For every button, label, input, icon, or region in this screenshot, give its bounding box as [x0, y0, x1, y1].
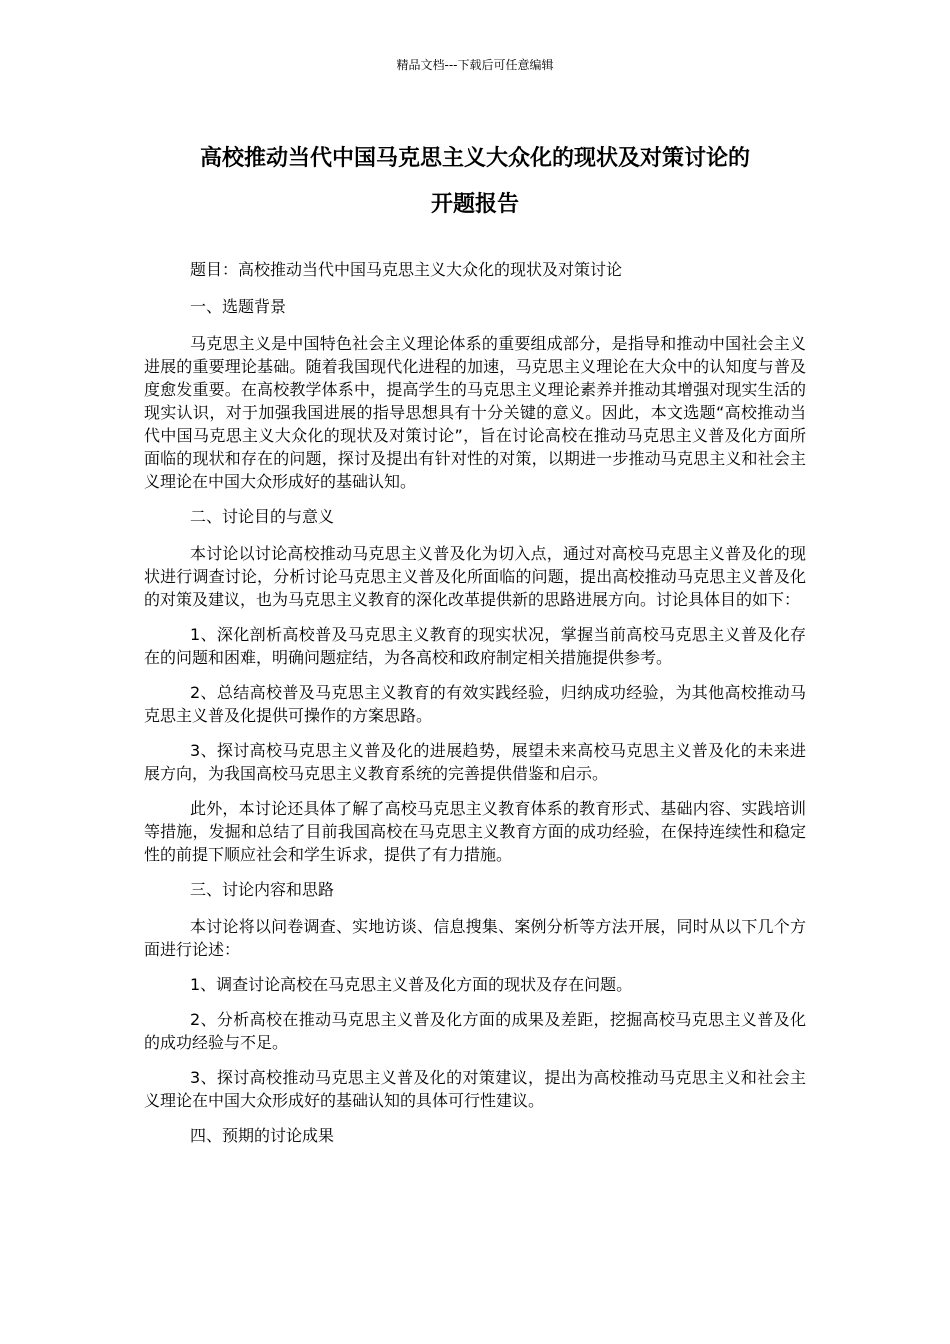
content-item-3: 3、探讨高校推动马克思主义普及化的对策建议，提出为高校推动马克思主义和社会主义理论在中国大众形成好的基础认知的具体可行性建议。 — [144, 1068, 806, 1110]
section-heading-background: 一、选题背景 — [190, 297, 287, 316]
paragraph-purpose-extra: 此外，本讨论还具体了解了高校马克思主义教育体系的教育形式、基础内容、实践培训等措施，发掘和总结了目前我国高校在马克思主义教育方面的成功经验，在保持连续性和稳定性的前提下顺应社会和学生诉求，提供了有力措施。 — [144, 799, 806, 864]
paragraph-content: 本讨论将以问卷调查、实地访谈、信息搜集、案例分析等方法开展，同时从以下几个方面进行论述： — [144, 917, 806, 959]
header-note: 精品文档---下载后可任意编辑 — [396, 58, 554, 72]
section-heading-content: 三、讨论内容和思路 — [190, 880, 335, 899]
content-item-2: 2、分析高校在推动马克思主义普及化方面的成果及差距，挖掘高校马克思主义普及化的成功经验与不足。 — [144, 1010, 806, 1052]
title-line-1: 高校推动当代中国马克思主义大众化的现状及对策讨论的 — [199, 146, 750, 171]
paragraph-background: 马克思主义是中国特色社会主义理论体系的重要组成部分，是指导和推动中国社会主义进展的重要理论基础。随着我国现代化进程的加速，马克思主义理论在大众中的认知度与普及度愈发重要。在高校教学体系中，提高学生的马克思主义理论素养并推动其增强对现实生活的现实认识，对于加强我国进展的指导思想具有十分关键的意义。因此，本文选题“高校推动当代中国马克思主义大众化的现状及对策讨论”，旨在讨论高校在推动马克思主义普及化方面所面临的现状和存在的问题，探讨及提出有针对性的对策，以期进一步推动马克思主义和社会主义理论在中国大众形成好的基础认知。 — [144, 334, 806, 491]
title-line-2: 开题报告 — [430, 192, 519, 217]
purpose-item-3: 3、探讨高校马克思主义普及化的进展趋势，展望未来高校马克思主义普及化的未来进展方向，为我国高校马克思主义教育系统的完善提供借鉴和启示。 — [144, 741, 806, 783]
purpose-item-1: 1、深化剖析高校普及马克思主义教育的现实状况，掌握当前高校马克思主义普及化存在的问题和困难，明确问题症结，为各高校和政府制定相关措施提供参考。 — [144, 625, 806, 667]
content-item-1: 1、调查讨论高校在马克思主义普及化方面的现状及存在问题。 — [190, 975, 633, 994]
document-body — [144, 258, 806, 1161]
subject-line: 题目：高校推动当代中国马克思主义大众化的现状及对策讨论 — [190, 260, 623, 279]
document-title — [130, 136, 820, 228]
section-heading-purpose: 二、讨论目的与意义 — [190, 507, 335, 526]
paragraph-purpose: 本讨论以讨论高校推动马克思主义普及化为切入点，通过对高校马克思主义普及化的现状进行调查讨论，分析讨论马克思主义普及化所面临的问题，提出高校推动马克思主义普及化的对策及建议，也为马克思主义教育的深化改革提供新的思路进展方向。讨论具体目的如下： — [144, 544, 806, 609]
section-heading-outcomes: 四、预期的讨论成果 — [190, 1126, 335, 1145]
purpose-item-2: 2、总结高校普及马克思主义教育的有效实践经验，归纳成功经验，为其他高校推动马克思主义普及化提供可操作的方案思路。 — [144, 683, 806, 725]
